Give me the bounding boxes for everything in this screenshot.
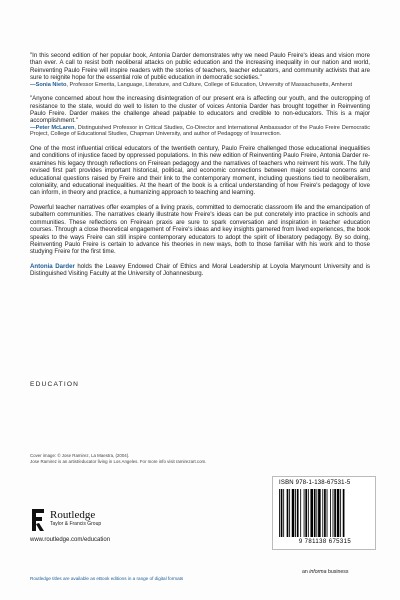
endorsement-quote-2 bbox=[30, 95, 370, 138]
quote-1-text: "In this second edition of her popular book, Antonia Darder demonstrates why we need Paulo Freire's ideas and vision more than ever. A call to resist both neoliberal attacks on public education and the increasing inequality in our nation and world, Reinventing Paulo Freire will inspire readers with the stories of teachers, teacher educators, and community activists that are sure to reignite hope for the essential role of public education in democratic societies." bbox=[30, 52, 370, 82]
cover-image-credit bbox=[30, 453, 330, 464]
publisher-logo bbox=[30, 509, 101, 531]
ebook-note: Routledge titles are available as eBook editions in a range of digital formats bbox=[30, 576, 184, 581]
endorsement-quote-1 bbox=[30, 52, 370, 88]
quote-1-author-credentials: , Professor Emerita, Language, Literature, and Culture, College of Education, University of Massachusetts, Amherst bbox=[66, 81, 353, 88]
cover-credit-line-1: Cover image: © Jose Ramirez, La Maestra, (2004). bbox=[30, 453, 130, 458]
informa-brand: informa bbox=[309, 569, 327, 575]
quote-2-text: "Anyone concerned about how the increasing disintegration of our present era is affecting our youth, and the outcropping of resistance to the state, would do well to listen to the cluster of voices Antonia Darder has brought together in Reinventing Paulo Freire. Darder makes the challenge ahead palpable to educators and credible to non-educators. This is a major accomplishment." bbox=[30, 95, 370, 125]
publisher-website[interactable]: www.routledge.com/education bbox=[30, 537, 111, 543]
barcode-icon bbox=[279, 489, 371, 537]
isbn-barcode bbox=[272, 476, 376, 550]
author-bio bbox=[30, 263, 370, 278]
isbn-text: ISBN 978-1-138-67531-5 bbox=[279, 480, 351, 486]
cover-text bbox=[30, 52, 370, 285]
informa-suffix: business bbox=[326, 569, 349, 575]
informa-business-tag bbox=[302, 569, 348, 575]
barcode-number: 9 781138 675315 bbox=[298, 539, 352, 545]
quote-2-attribution bbox=[30, 125, 370, 138]
quote-2-author: —Peter McLaren bbox=[30, 124, 75, 131]
routledge-logo-icon bbox=[30, 509, 46, 531]
quote-1-author: —Sonia Nieto bbox=[30, 81, 67, 88]
author-bio-text: holds the Leavey Endowed Chair of Ethics and Moral Leadership at Loyola Marymount University and is Distinguished Visiting Faculty at the University of Johannesburg. bbox=[30, 262, 370, 278]
publisher-group: Taylor & Francis Group bbox=[50, 521, 102, 527]
author-name: Antonia Darder bbox=[30, 262, 75, 270]
quote-2-author-credentials: , Distinguished Professor in Critical Studies, Co-Director and International Ambassador of the Paulo Freire Democratic Project, College of Educational Studies, Chapman University, and author of Pedagogy of Insurrection. bbox=[30, 124, 370, 138]
category-label: EDUCATION bbox=[30, 381, 80, 388]
informa-prefix: an bbox=[302, 569, 310, 575]
description-paragraph-1: One of the most influential critical educators of the twentieth century, Paulo Freire challenged those educational inequalities and conditions of injustice faced by oppressed populations. In this new edition of Reinventing Paulo Freire, Antonia Darder re-examines his legacy through reflections on Freirean pedagogy and the narratives of teachers who reinvent his work. The fully revised first part provides important historical, political, and economic connections between major societal concerns and educational questions raised by Freire and their link to the contemporary moment, including questions tied to neoliberalism, coloniality, and educational inequalities. At the heart of the book is a critical understanding of how Freire's pedagogy of love can inform, in theory and practice, a humanizing approach to teaching and learning. bbox=[30, 145, 370, 197]
publisher-name: Routledge bbox=[50, 509, 96, 521]
cover-credit-line-2: Jose Ramirez is an artist/educator living in Los Angeles. For more info visit ramirezart.com. bbox=[30, 458, 207, 464]
quote-1-attribution bbox=[30, 82, 370, 89]
description-paragraph-2: Powerful teacher narratives offer examples of a living praxis, committed to democratic classroom life and the emancipation of subaltern communities. The narratives clearly illustrate how Freire's ideas can be put concretely into practice in schools and communities. These reflections on Freirean praxis are sure to spark conversation and inspiration in teacher education courses. Through a close theoretical engagement of Freire's ideas and key insights garnered from lived experiences, the book speaks to the ways Freire can still inspire contemporary educators to adopt the spirit of liberatory pedagogy. By so doing, Reinventing Paulo Freire is certain to advance his theories in new ways, both to those familiar with his work and to those studying Freire for the first time. bbox=[30, 203, 370, 256]
